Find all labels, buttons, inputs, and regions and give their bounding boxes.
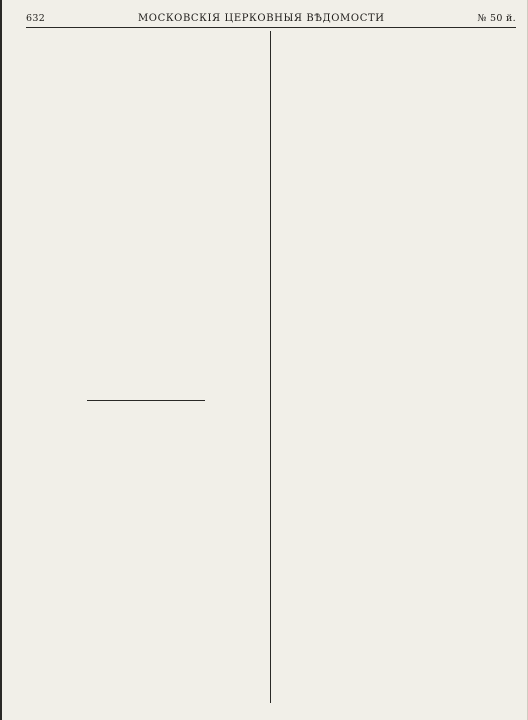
text-line <box>27 41 265 51</box>
text-line <box>277 597 515 607</box>
section-heading <box>27 406 265 422</box>
text-line <box>27 603 265 613</box>
text-line <box>27 479 265 489</box>
text-line <box>27 685 265 695</box>
text-line <box>277 649 515 659</box>
text-line <box>27 330 265 340</box>
text-line <box>277 463 515 473</box>
text-line <box>277 340 515 350</box>
text-line <box>27 319 265 329</box>
left-column-body-bottom <box>27 448 265 711</box>
text-line <box>27 185 265 195</box>
text-line <box>277 278 515 288</box>
text-line <box>27 644 265 654</box>
text-line <box>277 433 515 443</box>
right-column-body <box>277 31 515 700</box>
text-line <box>27 134 265 144</box>
text-line <box>27 93 265 103</box>
text-line <box>277 566 515 576</box>
text-line <box>277 618 515 628</box>
text-line <box>27 144 265 154</box>
text-line <box>27 520 265 530</box>
text-line <box>27 103 265 113</box>
text-line <box>277 288 515 298</box>
text-line <box>277 155 515 165</box>
text-line <box>27 530 265 540</box>
text-line <box>277 412 515 422</box>
text-line <box>27 510 265 520</box>
text-line <box>277 443 515 453</box>
text-line <box>277 309 515 319</box>
text-line <box>27 500 265 510</box>
text-line <box>27 448 265 458</box>
text-line <box>27 299 265 309</box>
text-line <box>277 72 515 82</box>
text-line <box>277 52 515 62</box>
text-line <box>277 587 515 597</box>
text-line <box>277 422 515 432</box>
text-line <box>277 505 515 515</box>
text-line <box>27 695 265 705</box>
text-line <box>277 82 515 92</box>
obituary-heading <box>27 422 265 436</box>
text-line <box>277 381 515 391</box>
journal-title: МОСКОВСКІЯ ЦЕРКОВНЫЯ ВѢДОМОСТИ <box>137 12 385 24</box>
text-line <box>27 247 265 257</box>
text-line <box>277 299 515 309</box>
text-line <box>277 669 515 679</box>
text-line <box>277 144 515 154</box>
text-line <box>277 124 515 134</box>
text-line <box>27 361 265 371</box>
text-line <box>277 608 515 618</box>
text-line <box>27 675 265 685</box>
text-line <box>277 206 515 216</box>
text-line <box>277 402 515 412</box>
text-line <box>27 113 265 123</box>
text-line <box>277 639 515 649</box>
text-line <box>277 680 515 690</box>
text-line <box>27 175 265 185</box>
text-line <box>277 319 515 329</box>
text-line <box>277 330 515 340</box>
text-line <box>277 93 515 103</box>
text-line <box>27 633 265 643</box>
text-line <box>27 155 265 165</box>
text-line <box>27 340 265 350</box>
text-line <box>27 572 265 582</box>
text-line <box>277 546 515 556</box>
text-line <box>277 659 515 669</box>
text-line <box>27 258 265 268</box>
text-line <box>277 577 515 587</box>
text-line <box>27 268 265 278</box>
obituary-note <box>27 436 265 448</box>
column-divider <box>270 31 271 703</box>
signature-line <box>27 381 265 395</box>
text-line <box>277 227 515 237</box>
text-line <box>27 206 265 216</box>
text-line <box>27 654 265 664</box>
text-line <box>27 371 265 381</box>
text-line <box>277 515 515 525</box>
text-line <box>277 175 515 185</box>
text-line <box>27 469 265 479</box>
text-line <box>27 551 265 561</box>
text-line <box>27 165 265 175</box>
text-line <box>27 31 265 41</box>
text-line <box>277 391 515 401</box>
text-line <box>27 582 265 592</box>
text-line <box>27 124 265 134</box>
text-line <box>277 237 515 247</box>
text-line <box>27 350 265 360</box>
page-number: 632 <box>26 12 46 24</box>
text-line <box>277 134 515 144</box>
page-header <box>26 10 516 26</box>
text-line <box>27 196 265 206</box>
text-line <box>277 494 515 504</box>
text-line <box>27 227 265 237</box>
text-line <box>27 541 265 551</box>
text-line <box>277 113 515 123</box>
issue-number: № 50 й. <box>477 12 516 24</box>
text-line <box>27 216 265 226</box>
text-line <box>277 196 515 206</box>
text-line <box>277 185 515 195</box>
header-rule <box>26 27 516 28</box>
text-line <box>27 592 265 602</box>
right-column <box>277 31 515 711</box>
text-line <box>27 288 265 298</box>
text-line <box>277 690 515 700</box>
text-line <box>27 82 265 92</box>
text-line <box>27 613 265 623</box>
text-line <box>277 474 515 484</box>
left-column <box>27 31 265 711</box>
text-line <box>27 489 265 499</box>
section-divider <box>87 400 205 401</box>
text-line <box>277 371 515 381</box>
text-line <box>27 309 265 319</box>
text-line <box>277 628 515 638</box>
text-line <box>27 664 265 674</box>
text-line <box>277 268 515 278</box>
text-line <box>277 216 515 226</box>
text-line <box>27 623 265 633</box>
text-line <box>277 103 515 113</box>
text-line <box>27 237 265 247</box>
left-column-body-top <box>27 31 265 381</box>
text-line <box>277 361 515 371</box>
text-line <box>27 561 265 571</box>
text-line <box>27 278 265 288</box>
text-line <box>277 453 515 463</box>
text-line <box>277 41 515 51</box>
text-line <box>277 31 515 41</box>
text-line <box>277 247 515 257</box>
text-line <box>277 350 515 360</box>
text-line <box>27 72 265 82</box>
text-line <box>277 484 515 494</box>
text-line <box>277 556 515 566</box>
text-line <box>277 525 515 535</box>
text-line <box>27 458 265 468</box>
text-line <box>277 536 515 546</box>
text-line <box>277 258 515 268</box>
text-line <box>27 52 265 62</box>
text-line <box>277 62 515 72</box>
text-line <box>277 165 515 175</box>
text-line <box>27 706 265 711</box>
text-line <box>27 62 265 72</box>
